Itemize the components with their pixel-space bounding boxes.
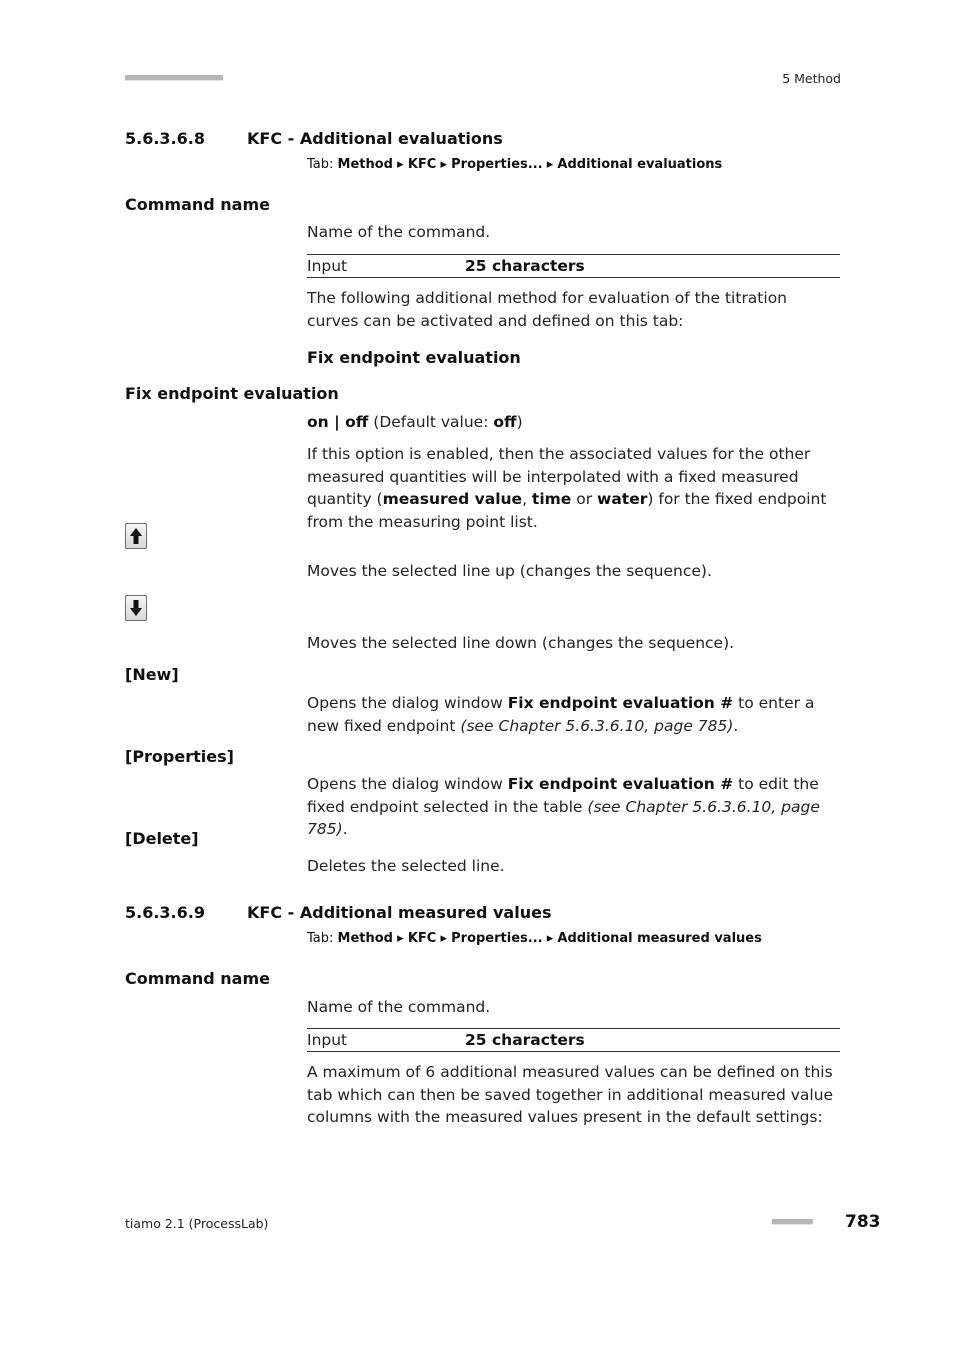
desc-text: to enter a new fixed endpoint <box>307 694 815 735</box>
header-chapter: 5 Method <box>782 71 841 86</box>
input-spec-row <box>307 1028 840 1052</box>
section-title: KFC - Additional measured values <box>247 903 552 922</box>
tab-path-item: KFC <box>407 931 437 946</box>
desc-text: ) for the fixed endpoint from the measuring point list. <box>307 490 827 531</box>
separator-icon: ▸ <box>546 157 554 172</box>
arrow-up-icon <box>129 527 143 545</box>
move-up-desc: Moves the selected line up (changes the sequence). <box>307 562 712 580</box>
tab-path <box>307 157 722 172</box>
tab-path-item: Additional measured values <box>557 931 762 946</box>
desc-text: Opens the dialog window <box>307 775 508 793</box>
new-desc <box>307 692 842 737</box>
fix-endpoint-desc <box>307 443 842 533</box>
section-title: KFC - Additional evaluations <box>247 129 503 148</box>
tab-prefix: Tab: <box>307 931 338 946</box>
desc-bold: water <box>597 490 648 508</box>
separator-icon: ▸ <box>440 157 447 172</box>
desc-text: Opens the dialog window <box>307 694 508 712</box>
separator-icon: ▸ <box>397 157 404 172</box>
tab-path-item: KFC <box>407 157 437 172</box>
section-number: 5.6.3.6.9 <box>125 903 205 922</box>
properties-desc <box>307 773 842 841</box>
tab-path-item: Method <box>337 157 393 172</box>
move-down-desc: Moves the selected line down (changes the sequence). <box>307 634 735 652</box>
default-value: off <box>493 413 517 431</box>
chapter-reference: (see Chapter 5.6.3.6.10, page 785) <box>307 797 820 838</box>
desc-bold: Fix endpoint evaluation # <box>507 694 734 712</box>
command-name-label: Command name <box>125 969 270 988</box>
desc-text: . <box>733 716 739 735</box>
desc-text: . <box>342 820 348 838</box>
move-down-button <box>125 595 147 621</box>
separator-icon: ▸ <box>546 931 554 946</box>
default-prefix: (Default value: <box>368 413 494 431</box>
new-label: [New] <box>125 665 179 684</box>
input-value: 25 characters <box>465 1031 585 1049</box>
input-spec-row <box>307 254 840 278</box>
command-name-desc: Name of the command. <box>307 998 491 1016</box>
section-number: 5.6.3.6.8 <box>125 129 205 148</box>
separator-icon: ▸ <box>440 931 447 946</box>
header-decoration: ■■■■■■■■■■■■■■■■■■■■■■ <box>125 73 223 83</box>
tab-path-item: Properties... <box>451 931 543 946</box>
input-value: 25 characters <box>465 257 585 275</box>
section-intro: A maximum of 6 additional measured values can be defined on this tab which can then be saved together in additional measured value columns with the measured values present in the default settings: <box>307 1063 834 1126</box>
desc-text: or <box>571 490 598 508</box>
desc-bold: measured value <box>382 490 523 508</box>
page-number: 783 <box>845 1212 881 1232</box>
footer-decoration: ■■■■■■■■■ <box>772 1217 812 1227</box>
on-off-values: on | off <box>307 413 369 431</box>
desc-text: If this option is enabled, then the associated values for the other measured quantities will be interpolated with a fixed measured quantity ( <box>307 445 811 508</box>
delete-desc: Deletes the selected line. <box>307 857 505 875</box>
properties-label: [Properties] <box>125 747 234 766</box>
desc-text: , <box>522 490 532 508</box>
default-suffix: ) <box>516 413 523 431</box>
fix-endpoint-values <box>307 411 842 434</box>
section-intro: The following additional method for evaluation of the titration curves can be activated and defined on this tab: <box>307 289 788 330</box>
footer-product: tiamo 2.1 (ProcessLab) <box>125 1216 269 1231</box>
desc-bold: time <box>531 490 572 508</box>
chapter-reference: (see Chapter 5.6.3.6.10, page 785) <box>460 716 734 735</box>
command-name-desc: Name of the command. <box>307 223 491 241</box>
tab-prefix: Tab: <box>307 157 338 172</box>
delete-label: [Delete] <box>125 829 199 848</box>
tab-path-item: Additional evaluations <box>557 157 723 172</box>
fix-endpoint-label: Fix endpoint evaluation <box>125 384 339 403</box>
tab-path-item: Method <box>337 931 393 946</box>
tab-path <box>307 931 762 946</box>
desc-bold: Fix endpoint evaluation # <box>507 775 734 793</box>
input-key: Input <box>307 257 348 275</box>
arrow-down-icon <box>129 599 143 617</box>
desc-text: to edit the fixed endpoint selected in the table <box>307 775 819 816</box>
tab-path-item: Properties... <box>451 157 543 172</box>
separator-icon: ▸ <box>397 931 404 946</box>
subheading: Fix endpoint evaluation <box>307 348 521 367</box>
input-key: Input <box>307 1031 348 1049</box>
command-name-label: Command name <box>125 195 270 214</box>
move-up-button <box>125 523 147 549</box>
